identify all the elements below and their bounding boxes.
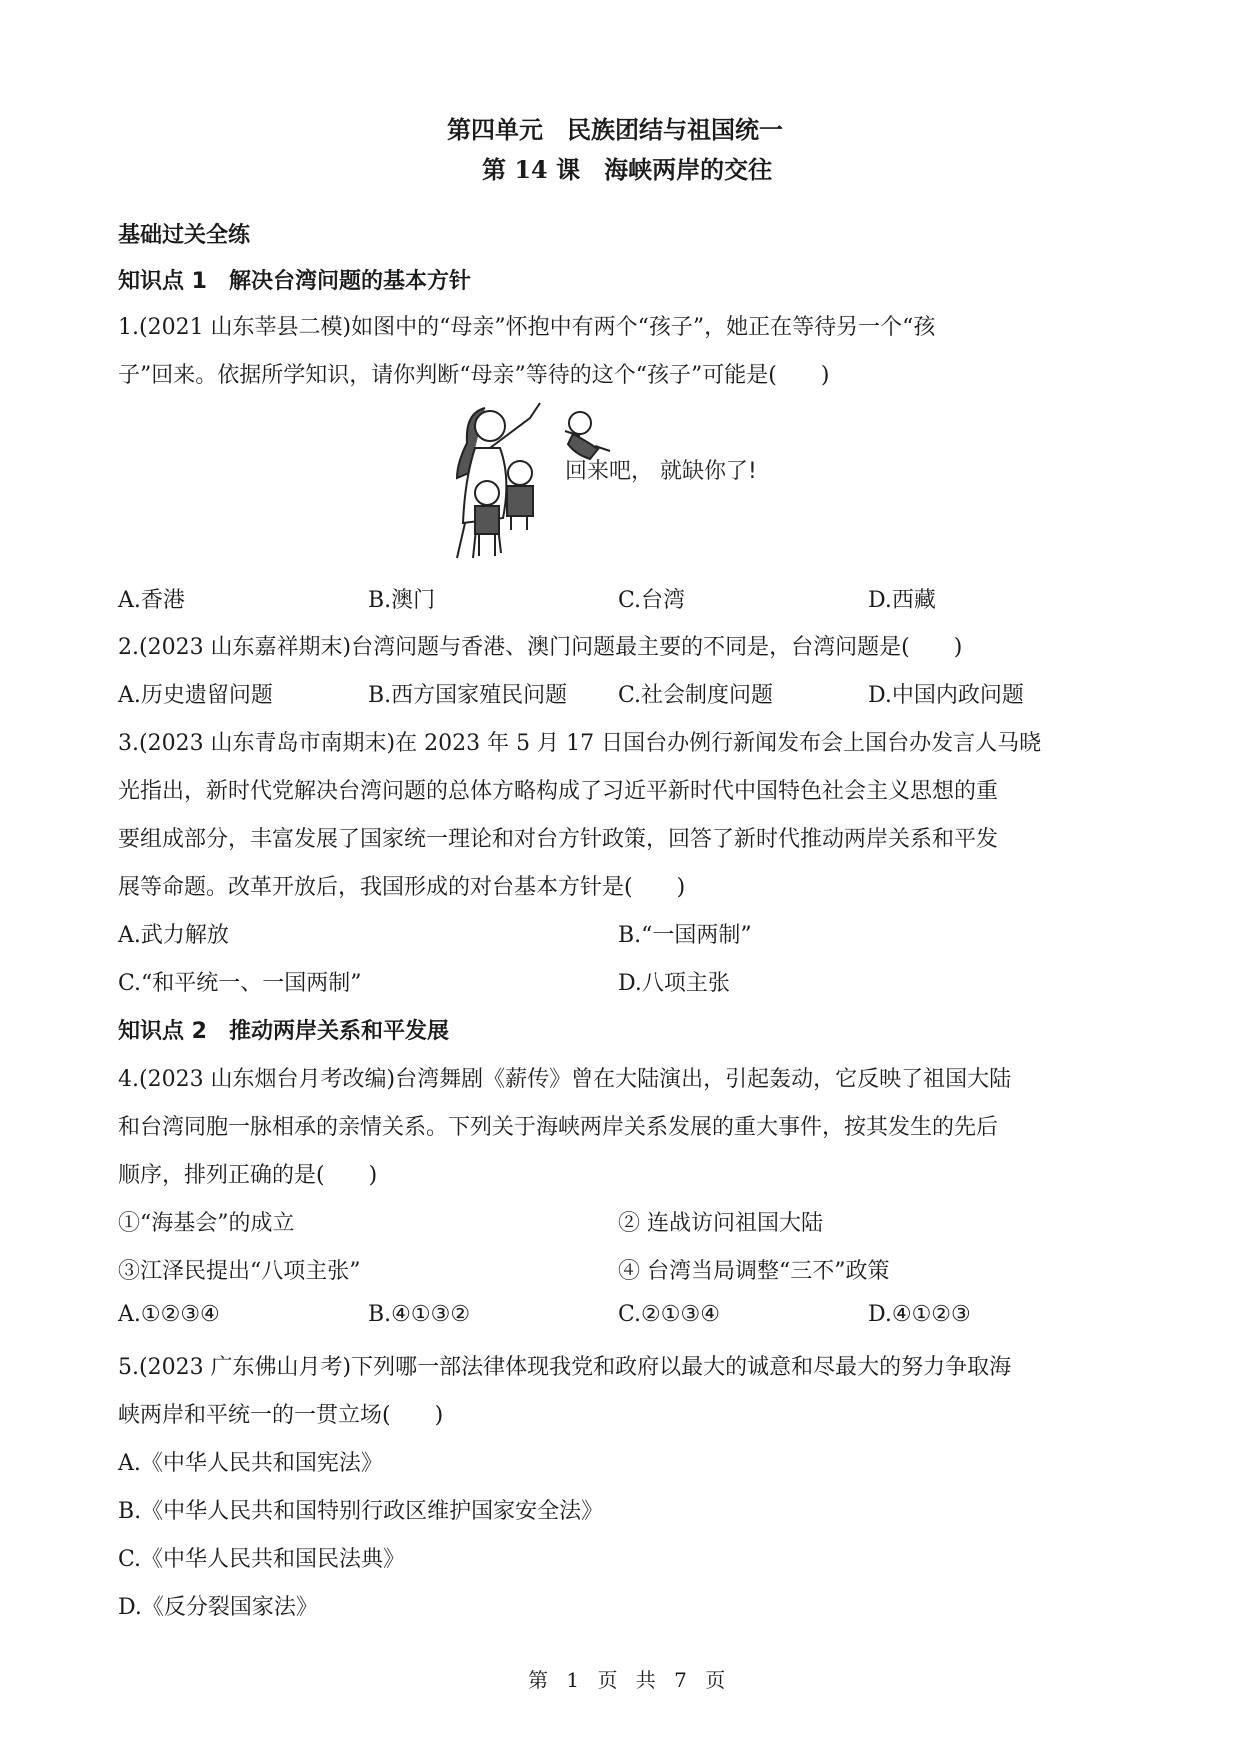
knowledge-point-2: 知识点 2 推动两岸关系和平发展 bbox=[118, 1019, 449, 1044]
lesson-title: 第 14 课 海峡两岸的交往 bbox=[482, 155, 773, 184]
q1-option-d[interactable]: D.西藏 bbox=[868, 588, 936, 613]
q3-line3: 要组成部分，丰富发展了国家统一理论和对台方针政策，回答了新时代推动两岸关系和平发 bbox=[118, 827, 999, 852]
q1-option-c[interactable]: C.台湾 bbox=[618, 588, 686, 613]
unit-title: 第四单元 民族团结与祖国统一 bbox=[447, 115, 783, 144]
q1-line2: 子”回来。依据所学知识，请你判断“母亲”等待的这个“孩子”可能是( ) bbox=[118, 363, 830, 388]
q4-option-d[interactable]: D.④①②③ bbox=[868, 1302, 971, 1327]
q4-option-c[interactable]: C.②①③④ bbox=[618, 1302, 720, 1327]
knowledge-point-1: 知识点 1 解决台湾问题的基本方针 bbox=[118, 269, 471, 294]
q3-line2: 光指出，新时代党解决台湾问题的总体方略构成了习近平新时代中国特色社会主义思想的重 bbox=[118, 779, 999, 804]
mother-waiting-child-illustration bbox=[445, 398, 790, 568]
q5-line2: 峡两岸和平统一的一贯立场( ) bbox=[118, 1403, 444, 1428]
q5-option-c[interactable]: C.《中华人民共和国民法典》 bbox=[118, 1547, 406, 1572]
q2-line1: 2.(2023 山东嘉祥期末)台湾问题与香港、澳门问题最主要的不同是，台湾问题是( ) bbox=[118, 635, 963, 660]
q3-option-a[interactable]: A.武力解放 bbox=[118, 923, 229, 948]
q3-option-d[interactable]: D.八项主张 bbox=[618, 971, 730, 996]
page-footer: 第 1 页 共 7 页 bbox=[528, 1668, 732, 1692]
q1-illustration bbox=[445, 398, 790, 568]
q4-option-a[interactable]: A.①②③④ bbox=[118, 1302, 220, 1327]
q2-option-a[interactable]: A.历史遗留问题 bbox=[118, 683, 273, 708]
q4-item-1: ①“海基会”的成立 bbox=[118, 1211, 295, 1236]
q4-line3: 顺序，排列正确的是( ) bbox=[118, 1163, 378, 1188]
q1-option-a[interactable]: A.香港 bbox=[118, 588, 185, 613]
q4-line1: 4.(2023 山东烟台月考改编)台湾舞剧《薪传》曾在大陆演出，引起轰动，它反映了祖国大陆 bbox=[118, 1067, 1012, 1092]
q2-option-d[interactable]: D.中国内政问题 bbox=[868, 683, 1024, 708]
q4-item-3: ③江泽民提出“八项主张” bbox=[118, 1259, 361, 1284]
q1-line1: 1.(2021 山东莘县二模)如图中的“母亲”怀抱中有两个“孩子”，她正在等待另一个“孩 bbox=[118, 315, 936, 340]
flying-child bbox=[565, 412, 610, 459]
q5-option-a[interactable]: A.《中华人民共和国宪法》 bbox=[118, 1451, 383, 1476]
section-heading: 基础过关全练 bbox=[118, 223, 251, 248]
q4-item-4: ④ 台湾当局调整“三不”政策 bbox=[618, 1259, 890, 1284]
q5-line1: 5.(2023 广东佛山月考)下列哪一部法律体现我党和政府以最大的诚意和尽最大的努力争取海 bbox=[118, 1355, 1012, 1380]
q3-line4: 展等命题。改革开放后，我国形成的对台基本方针是( ) bbox=[118, 875, 686, 900]
q3-option-b[interactable]: B.“一国两制” bbox=[618, 923, 752, 948]
q4-line2: 和台湾同胞一脉相承的亲情关系。下列关于海峡两岸关系发展的重大事件，按其发生的先后 bbox=[118, 1115, 999, 1140]
q1-option-b[interactable]: B.澳门 bbox=[368, 588, 436, 613]
held-child-1 bbox=[507, 461, 533, 530]
q2-option-b[interactable]: B.西方国家殖民问题 bbox=[368, 683, 568, 708]
q5-option-b[interactable]: B.《中华人民共和国特别行政区维护国家安全法》 bbox=[118, 1499, 604, 1524]
q4-item-2: ② 连战访问祖国大陆 bbox=[618, 1211, 823, 1236]
illustration-caption: 回来吧， 就缺你了! bbox=[565, 459, 757, 484]
q3-option-c[interactable]: C.“和平统一、一国两制” bbox=[118, 971, 362, 996]
q5-option-d[interactable]: D.《反分裂国家法》 bbox=[118, 1595, 318, 1620]
q3-line1: 3.(2023 山东青岛市南期末)在 2023 年 5 月 17 日国台办例行新闻发布会上国台办发言人马晓 bbox=[118, 731, 1042, 756]
held-child-2 bbox=[475, 481, 499, 556]
q4-option-b[interactable]: B.④①③② bbox=[368, 1302, 471, 1327]
q2-option-c[interactable]: C.社会制度问题 bbox=[618, 683, 774, 708]
